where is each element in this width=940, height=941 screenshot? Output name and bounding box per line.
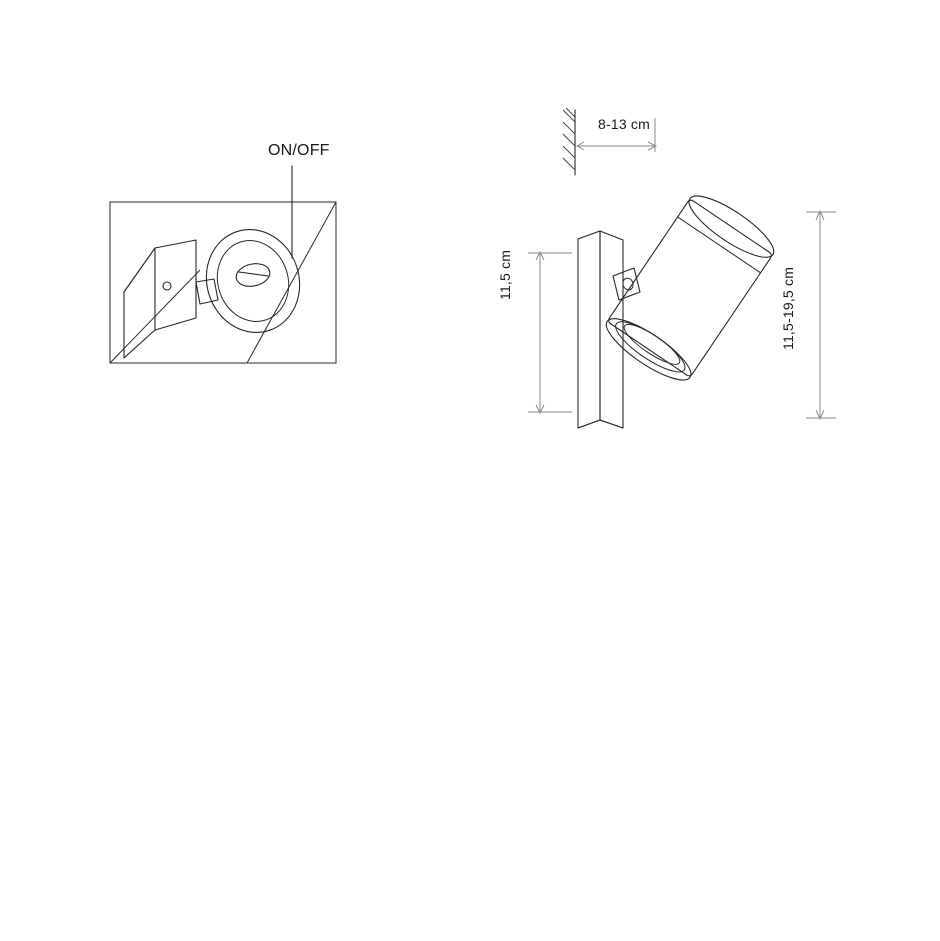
detail-bracket — [155, 240, 196, 330]
height-fixed-dimension-label: 11,5 cm — [497, 249, 513, 300]
switch-detail-group — [110, 166, 336, 363]
detail-switch-knob — [234, 261, 272, 290]
detail-switch-slot — [239, 272, 268, 276]
detail-switch-body — [193, 217, 313, 344]
depth-dimension-label: 8-13 cm — [598, 116, 650, 132]
detail-frame — [110, 202, 336, 363]
detail-bracket-hole — [163, 282, 171, 290]
wall-plate-bottom — [578, 420, 623, 428]
detail-bracket-side — [124, 248, 155, 358]
spot-cylinder-seam — [678, 217, 761, 273]
onoff-label: ON/OFF — [268, 142, 330, 159]
height-range-dimension-label: 11,5-19,5 cm — [780, 266, 796, 350]
wall-plate-front — [578, 231, 600, 428]
tilt-joint — [613, 268, 640, 300]
detail-bracket-fold — [124, 248, 155, 292]
